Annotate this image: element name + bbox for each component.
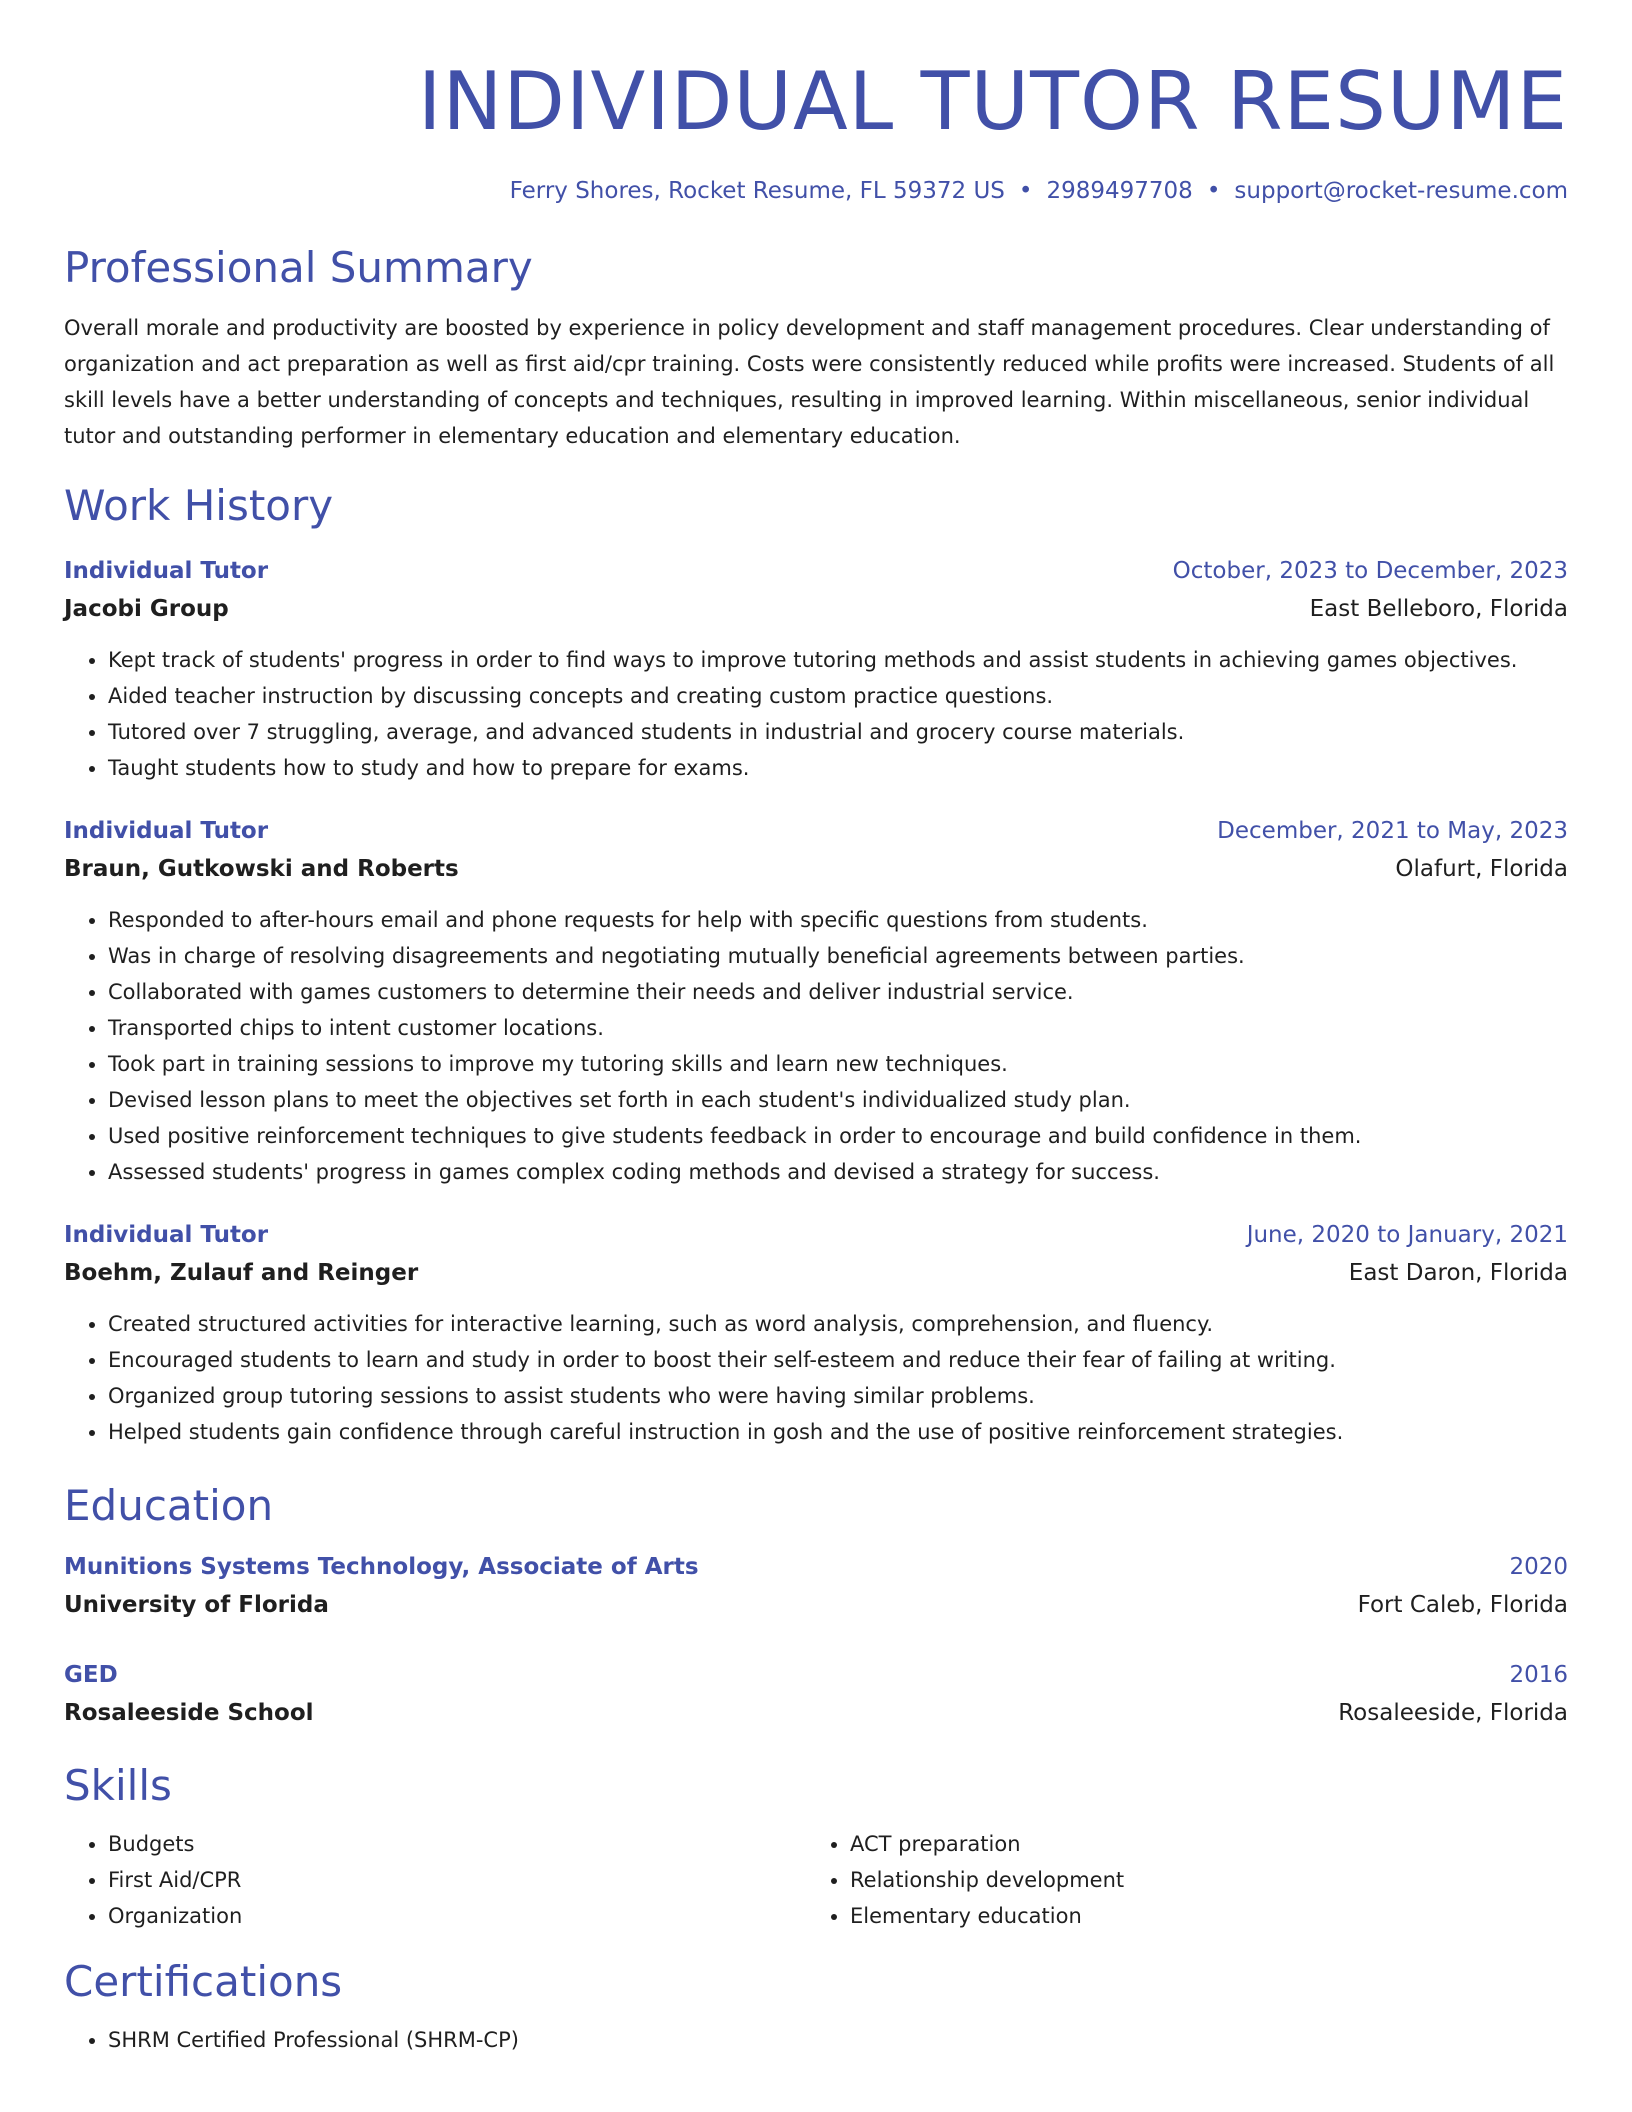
- education-location: Fort Caleb, Florida: [1357, 1592, 1568, 1618]
- skill-item: • First Aid/CPR: [108, 1862, 806, 1898]
- skills-list: [64, 1826, 806, 1934]
- job-company-row: [64, 590, 1568, 628]
- skill-item: • Elementary education: [850, 1898, 1548, 1934]
- job-duty: • Helped students gain confidence through careful instruction in gosh and the use of positive reinforcement strategies.: [108, 1414, 1568, 1450]
- job-duty: • Devised lesson plans to meet the objectives set forth in each student's individualized study plan.: [108, 1082, 1568, 1118]
- job-duties-list: [64, 642, 1568, 786]
- skill-item: • ACT preparation: [850, 1826, 1548, 1862]
- job-entry: [64, 552, 1568, 786]
- skill-item: • Relationship development: [850, 1862, 1548, 1898]
- job-dates: December, 2021 to May, 2023: [1217, 818, 1568, 844]
- job-title: Individual Tutor: [64, 818, 269, 844]
- work-history-heading: Work History: [64, 481, 334, 530]
- job-title: Individual Tutor: [64, 1222, 269, 1248]
- job-duties-list: [64, 1306, 1568, 1450]
- certifications-heading: Certifications: [64, 1957, 343, 2006]
- job-location: Olafurt, Florida: [1395, 856, 1568, 882]
- job-header-row: [64, 812, 1568, 850]
- education-header-row: [64, 1656, 1568, 1694]
- contact-separator: •: [1018, 178, 1033, 204]
- job-duty: • Kept track of students' progress in order to find ways to improve tutoring methods and assist students in achieving games objectives.: [108, 642, 1568, 678]
- resume-title: INDIVIDUAL TUTOR RESUME: [417, 55, 1568, 148]
- job-duty: • Encouraged students to learn and study in order to boost their self-esteem and reduce their fear of failing at writing.: [108, 1342, 1568, 1378]
- education-entry: [64, 1656, 1568, 1732]
- education-year: 2016: [1509, 1662, 1568, 1688]
- job-duty: • Taught students how to study and how to prepare for exams.: [108, 750, 1568, 786]
- certification-item: • SHRM Certified Professional (SHRM-CP): [108, 2022, 1568, 2058]
- job-duty: • Aided teacher instruction by discussing concepts and creating custom practice questions.: [108, 678, 1568, 714]
- education-location: Rosaleeside, Florida: [1338, 1700, 1568, 1726]
- summary-heading: Professional Summary: [64, 243, 533, 292]
- job-duty: • Created structured activities for interactive learning, such as word analysis, comprehension, and fluency.: [108, 1306, 1568, 1342]
- job-header-row: [64, 552, 1568, 590]
- education-school: University of Florida: [64, 1592, 329, 1618]
- job-duty: • Used positive reinforcement techniques to give students feedback in order to encourage and build confidence in them.: [108, 1118, 1568, 1154]
- education-heading: Education: [64, 1481, 274, 1530]
- job-dates: October, 2023 to December, 2023: [1172, 558, 1568, 584]
- education-degree: Munitions Systems Technology, Associate of Arts: [64, 1554, 699, 1580]
- job-duty: • Organized group tutoring sessions to assist students who were having similar problems.: [108, 1378, 1568, 1414]
- job-duties-list: [64, 902, 1568, 1190]
- job-duty: • Tutored over 7 struggling, average, and advanced students in industrial and grocery course materials.: [108, 714, 1568, 750]
- certifications-list: [64, 2022, 1568, 2058]
- skills-grid: [64, 1826, 1568, 1934]
- job-location: East Belleboro, Florida: [1309, 596, 1568, 622]
- job-header-row: [64, 1216, 1568, 1254]
- job-dates: June, 2020 to January, 2021: [1246, 1222, 1568, 1248]
- education-header-row: [64, 1548, 1568, 1586]
- job-duty: • Was in charge of resolving disagreements and negotiating mutually beneficial agreements between parties.: [108, 938, 1568, 974]
- skills-column-right: [806, 1826, 1548, 1934]
- job-title: Individual Tutor: [64, 558, 269, 584]
- job-company: Boehm, Zulauf and Reinger: [64, 1260, 419, 1286]
- job-entry: [64, 1216, 1568, 1450]
- education-degree: GED: [64, 1662, 118, 1688]
- education-entry: [64, 1548, 1568, 1624]
- summary-text: Overall morale and productivity are boosted by experience in policy development and staff management procedures. Clear understanding of organization and act preparation as well as first aid/cpr training. Costs were consistently reduced while profits were increased. Students of all skill levels have a better understanding of concepts and techniques, resulting in improved learning. Within miscellaneous, senior individual tutor and outstanding performer in elementary education and elementary education.: [64, 316, 1555, 448]
- contact-email: support@rocket-resume.com: [1234, 178, 1568, 204]
- contact-separator: •: [1206, 178, 1221, 204]
- contact-phone: 2989497708: [1046, 178, 1193, 204]
- education-school: Rosaleeside School: [64, 1700, 314, 1726]
- education-school-row: [64, 1694, 1568, 1732]
- skills-heading: Skills: [64, 1761, 172, 1810]
- job-company: Braun, Gutkowski and Roberts: [64, 856, 459, 882]
- job-company: Jacobi Group: [64, 596, 229, 622]
- skills-column-left: [64, 1826, 806, 1934]
- job-location: East Daron, Florida: [1348, 1260, 1568, 1286]
- skills-list: [806, 1826, 1548, 1934]
- job-duty: • Responded to after-hours email and phone requests for help with specific questions from students.: [108, 902, 1568, 938]
- job-duty: • Assessed students' progress in games complex coding methods and devised a strategy for success.: [108, 1154, 1568, 1190]
- job-company-row: [64, 850, 1568, 888]
- contact-address: Ferry Shores, Rocket Resume, FL 59372 US: [509, 178, 1005, 204]
- skill-item: • Organization: [108, 1898, 806, 1934]
- job-duty: • Transported chips to intent customer locations.: [108, 1010, 1568, 1046]
- job-duty: • Collaborated with games customers to determine their needs and deliver industrial service.: [108, 974, 1568, 1010]
- job-entry: [64, 812, 1568, 1190]
- skill-item: • Budgets: [108, 1826, 806, 1862]
- education-school-row: [64, 1586, 1568, 1624]
- job-company-row: [64, 1254, 1568, 1292]
- contact-line: [64, 176, 1568, 206]
- education-year: 2020: [1509, 1554, 1568, 1580]
- job-duty: • Took part in training sessions to improve my tutoring skills and learn new techniques.: [108, 1046, 1568, 1082]
